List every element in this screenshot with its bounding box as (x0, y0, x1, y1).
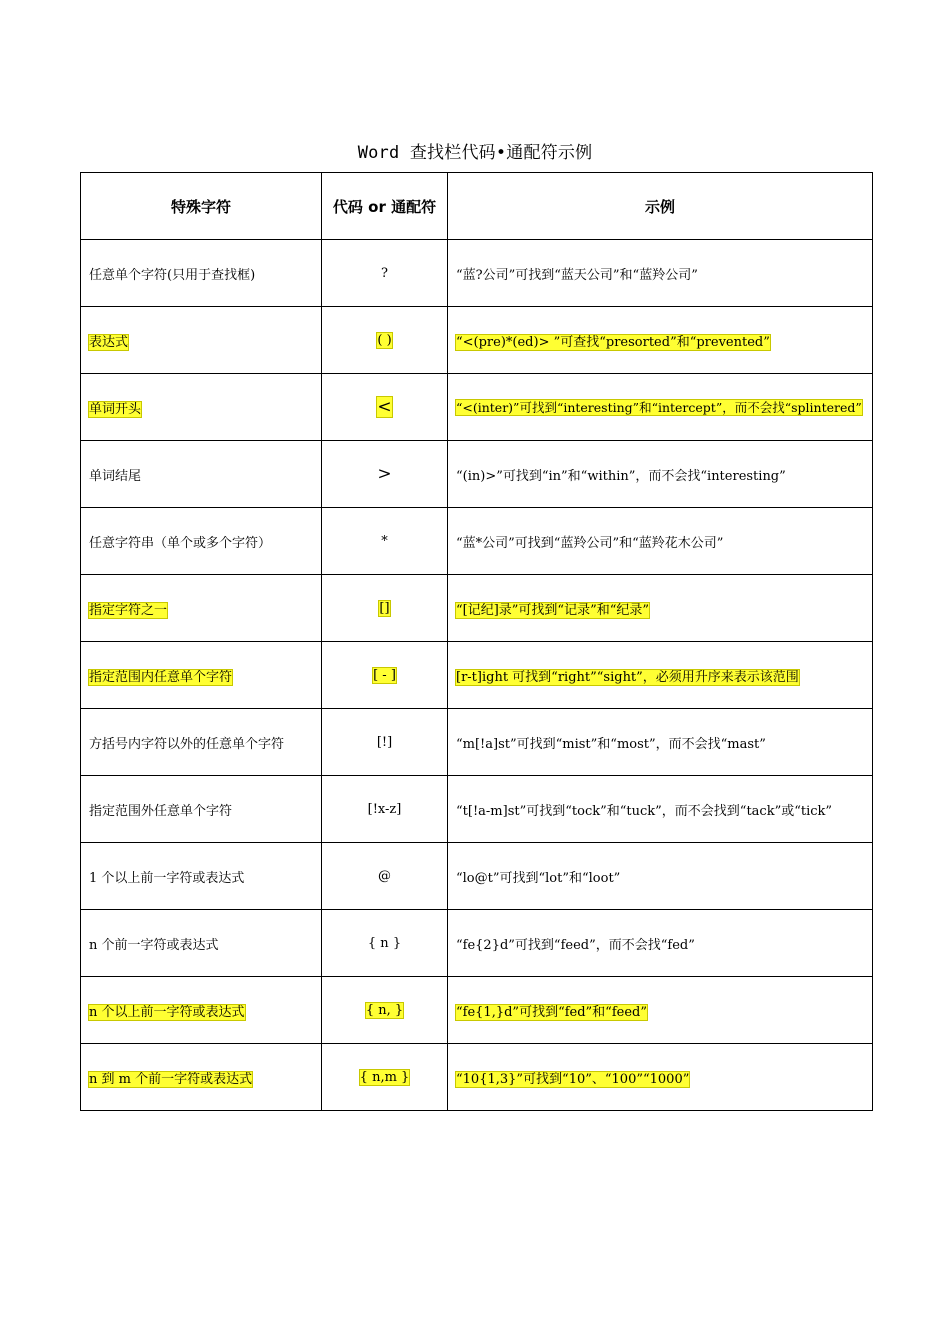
row-description-cell (81, 1044, 322, 1111)
row-description-cell (81, 575, 322, 642)
row-example-cell (448, 508, 873, 575)
row-description: 任意单个字符(只用于查找框) (89, 267, 256, 283)
row-description-cell (81, 910, 322, 977)
row-example-cell (448, 709, 873, 776)
row-code-cell (322, 642, 448, 709)
row-description-cell (81, 374, 322, 441)
row-description-cell (81, 977, 322, 1044)
row-code-cell (322, 843, 448, 910)
row-description-cell (81, 709, 322, 776)
row-code: > (377, 464, 392, 484)
row-code: ? (381, 265, 388, 281)
row-example-cell (448, 307, 873, 374)
row-code-cell (322, 776, 448, 843)
table-row (81, 240, 873, 307)
row-code: [ - ] (373, 667, 396, 683)
row-description-cell (81, 240, 322, 307)
row-code: { n } (367, 935, 402, 951)
table-row (81, 910, 873, 977)
table-row (81, 843, 873, 910)
row-description: n 个以上前一字符或表达式 (89, 1004, 245, 1020)
row-code: { n,m } (359, 1069, 410, 1085)
table-row (81, 508, 873, 575)
row-code-cell (322, 307, 448, 374)
row-example: “[记纪]录”可找到“记录”和“纪录” (456, 602, 650, 618)
row-code-cell (322, 441, 448, 508)
row-code: ( ) (377, 332, 392, 348)
row-description-cell (81, 843, 322, 910)
row-code: [!x-z] (367, 801, 402, 817)
row-example: [r-t]ight 可找到“right”“sight”，必须用升序来表示该范围 (456, 669, 799, 685)
table-row (81, 575, 873, 642)
wildcard-table (80, 172, 873, 1111)
header-code: 代码 or 通配符 (322, 173, 448, 240)
table-row (81, 374, 873, 441)
row-example: “m[!a]st”可找到“mist”和“most”，而不会找“mast” (456, 736, 766, 752)
table-row (81, 307, 873, 374)
row-example-cell (448, 843, 873, 910)
header-special-char: 特殊字符 (81, 173, 322, 240)
row-code-cell (322, 977, 448, 1044)
row-example: “<(inter)”可找到“interesting”和“intercept”，而不会找“splintered” (456, 400, 862, 415)
row-description-cell (81, 441, 322, 508)
table-header-row (81, 173, 873, 240)
row-description: 1 个以上前一字符或表达式 (89, 870, 245, 886)
row-description-cell (81, 508, 322, 575)
row-code: * (381, 533, 388, 549)
page-title: Word 查找栏代码•通配符示例 (357, 143, 593, 163)
header-example: 示例 (448, 173, 873, 240)
table-row (81, 977, 873, 1044)
row-code-cell (322, 508, 448, 575)
row-code-cell (322, 910, 448, 977)
row-description-cell (81, 642, 322, 709)
row-description: 任意字符串（单个或多个字符） (89, 535, 272, 551)
row-example-cell (448, 240, 873, 307)
row-example: “10{1,3}”可找到“10”、“100”“1000” (456, 1071, 690, 1087)
row-code-cell (322, 575, 448, 642)
table-row (81, 776, 873, 843)
row-code: < (377, 397, 392, 417)
row-example: “fe{2}d”可找到“feed”，而不会找“fed” (456, 937, 695, 953)
row-example-cell (448, 977, 873, 1044)
row-example-cell (448, 1044, 873, 1111)
row-description: 单词结尾 (89, 468, 142, 484)
row-example: “lo@t”可找到“lot”和“loot” (456, 870, 621, 886)
table-row (81, 1044, 873, 1111)
row-example-cell (448, 910, 873, 977)
row-example-cell (448, 374, 873, 441)
row-description: 指定范围外任意单个字符 (89, 803, 233, 819)
row-description: 方括号内字符以外的任意单个字符 (89, 736, 285, 752)
row-example: “(in)>”可找到“in”和“within”，而不会找“interesting” (456, 468, 786, 484)
row-example: “蓝?公司”可找到“蓝天公司”和“蓝羚公司” (456, 267, 698, 283)
row-example: “<(pre)*(ed)> ”可查找“presorted”和“prevented” (456, 334, 770, 350)
row-description-cell (81, 776, 322, 843)
row-description: 表达式 (89, 334, 129, 350)
row-code: { n, } (365, 1002, 404, 1018)
row-example-cell (448, 575, 873, 642)
table-row (81, 642, 873, 709)
row-example-cell (448, 776, 873, 843)
row-code-cell (322, 374, 448, 441)
row-description: 单词开头 (89, 401, 142, 417)
row-code: [!] (376, 734, 393, 750)
row-example: “fe{1,}d”可找到“fed”和“feed” (456, 1004, 647, 1020)
row-example: “蓝*公司”可找到“蓝羚公司”和“蓝羚花木公司” (456, 535, 724, 551)
row-example-cell (448, 441, 873, 508)
row-example-cell (448, 642, 873, 709)
row-code: [] (379, 600, 390, 616)
row-description: n 个前一字符或表达式 (89, 937, 219, 953)
row-description: 指定字符之一 (89, 602, 168, 618)
row-code-cell (322, 1044, 448, 1111)
row-description: n 到 m 个前一字符或表达式 (89, 1071, 253, 1087)
row-code-cell (322, 240, 448, 307)
row-example: “t[!a-m]st”可找到“tock”和“tuck”，而不会找到“tack”或“tick” (456, 803, 833, 819)
row-code: @ (378, 868, 391, 884)
row-description: 指定范围内任意单个字符 (89, 669, 233, 685)
row-code-cell (322, 709, 448, 776)
table-row (81, 709, 873, 776)
table-row (81, 441, 873, 508)
row-description-cell (81, 307, 322, 374)
